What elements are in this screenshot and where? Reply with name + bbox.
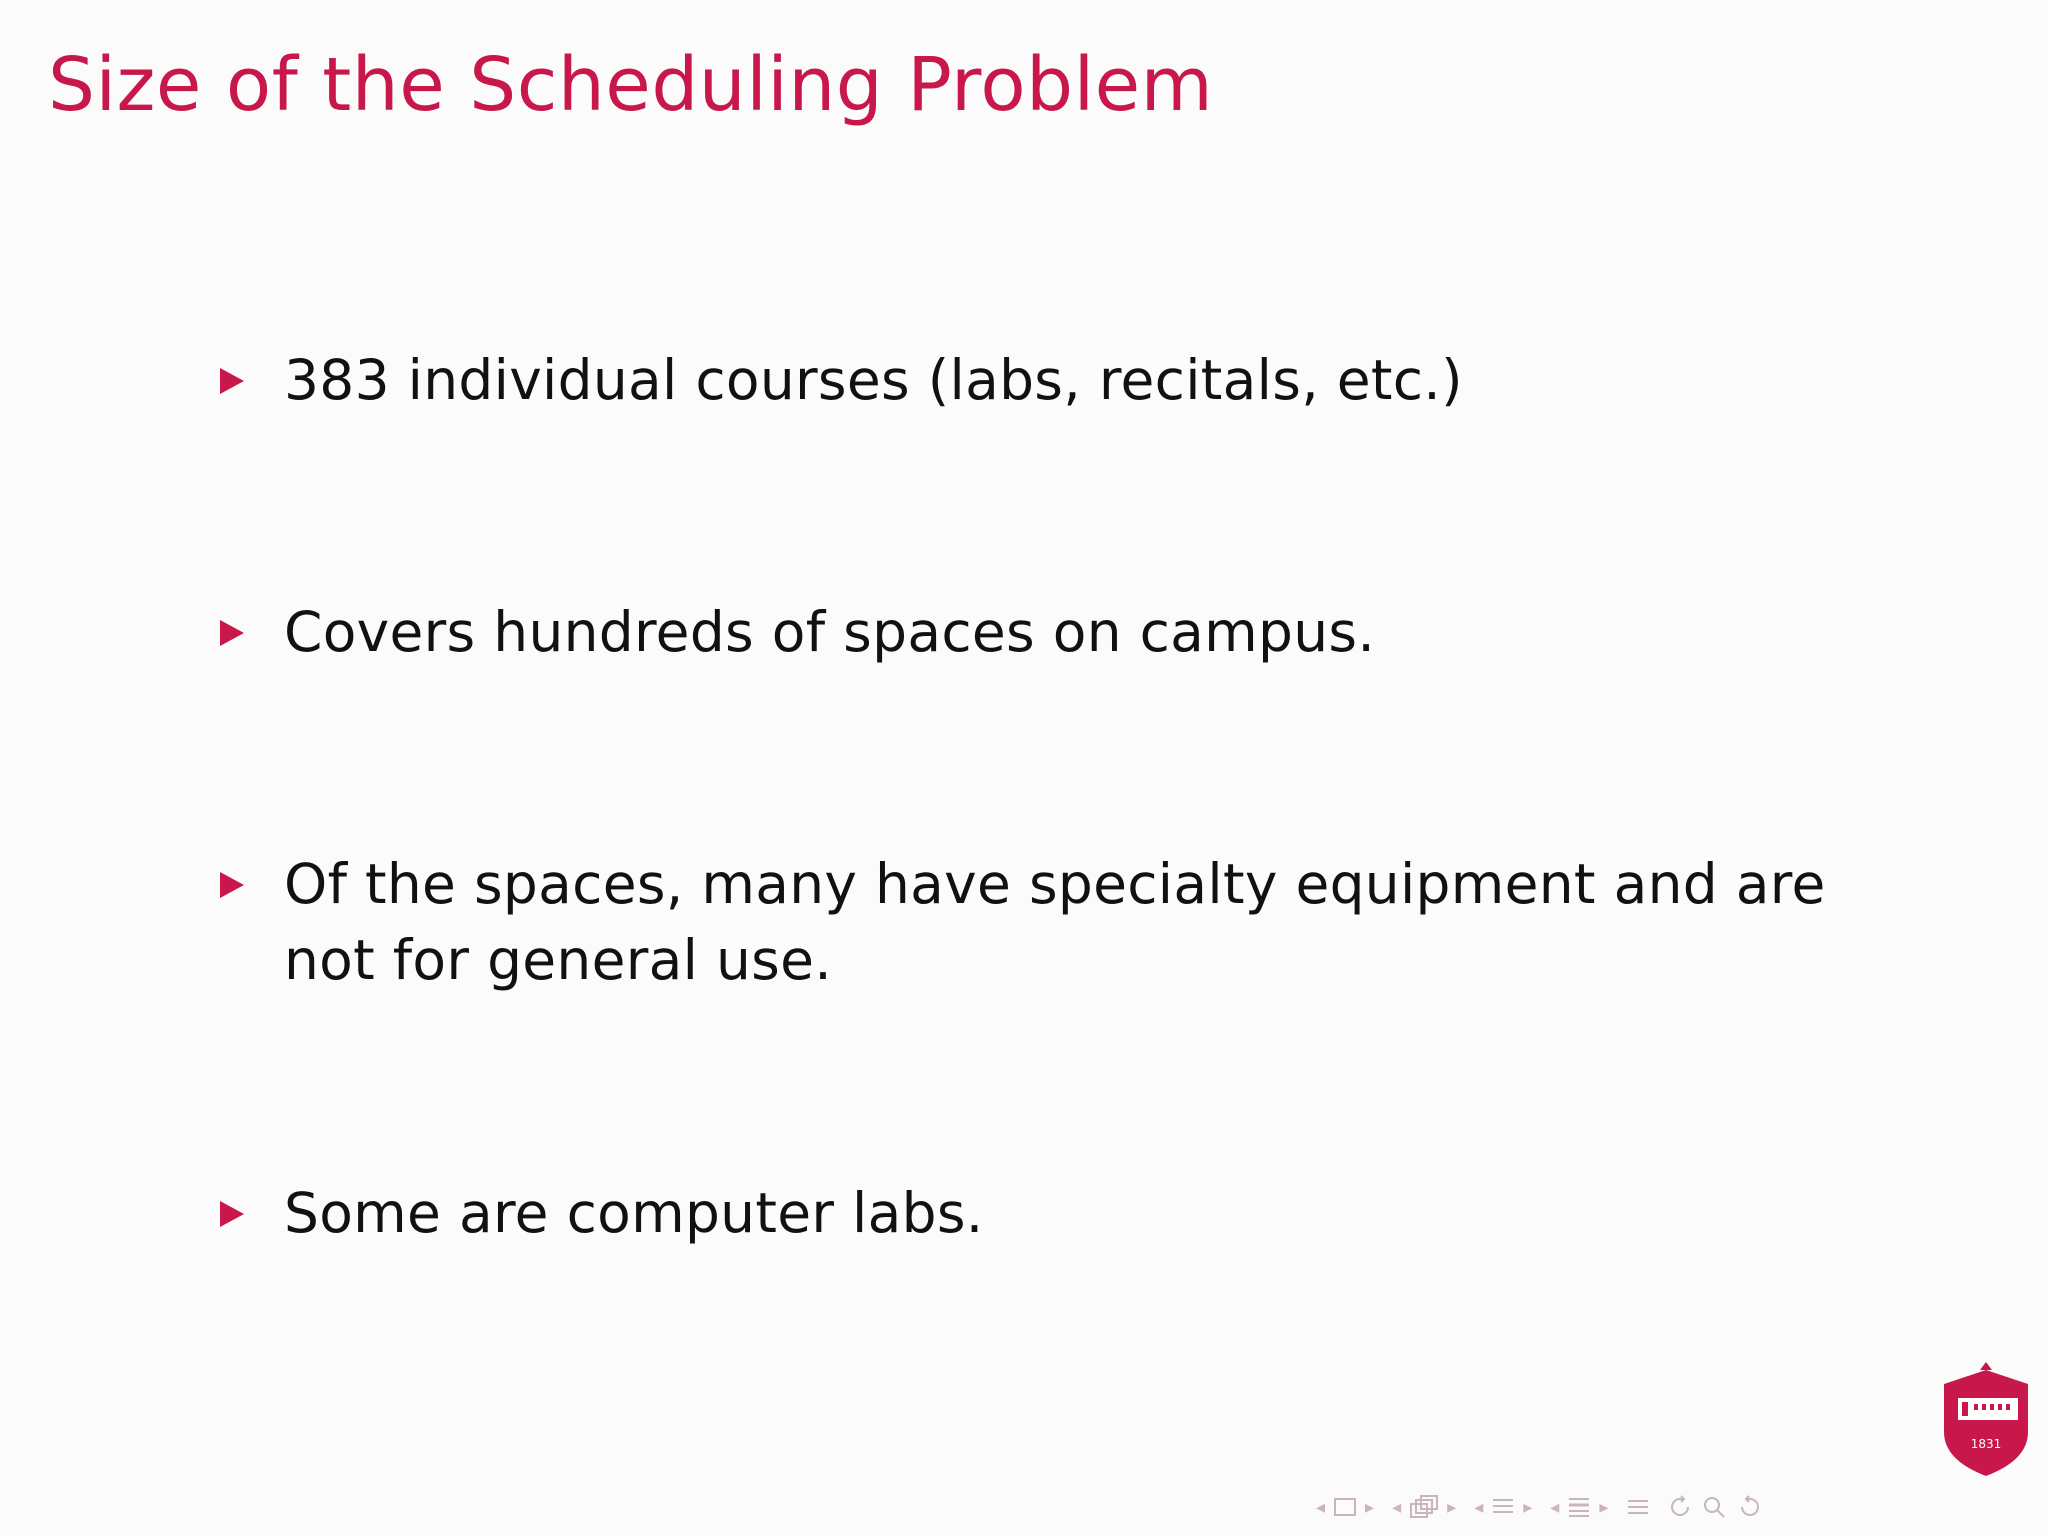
nav-subsection-group xyxy=(1392,1494,1456,1520)
bullet-triangle-icon xyxy=(220,620,244,646)
bullet-item xyxy=(220,594,1900,670)
nav-right-arrow-icon[interactable]: ▸ xyxy=(1447,1496,1457,1518)
back-loop-icon[interactable] xyxy=(1668,1495,1694,1519)
nav-left-arrow-icon[interactable]: ◂ xyxy=(1316,1496,1326,1518)
forward-loop-icon[interactable] xyxy=(1736,1495,1762,1519)
nav-left-arrow-icon[interactable]: ◂ xyxy=(1550,1496,1560,1518)
bullet-triangle-icon xyxy=(220,368,244,394)
nav-left-arrow-icon[interactable]: ◂ xyxy=(1474,1496,1484,1518)
nav-right-arrow-icon[interactable]: ▸ xyxy=(1599,1496,1609,1518)
nav-frame-group xyxy=(1316,1497,1374,1518)
bullet-text: Covers hundreds of spaces on campus. xyxy=(284,600,1376,664)
bullet-item xyxy=(220,846,1900,998)
bullet-text: Of the spaces, many have specialty equipment and are not for general use. xyxy=(284,852,1826,992)
bullet-triangle-icon xyxy=(220,1201,244,1227)
frame-icon[interactable] xyxy=(1333,1497,1357,1517)
bullet-text: 383 individual courses (labs, recitals, etc.) xyxy=(284,348,1463,412)
nav-right-arrow-icon[interactable]: ▸ xyxy=(1523,1496,1533,1518)
bullet-item xyxy=(220,342,1900,418)
nav-appendix-group xyxy=(1626,1495,1650,1519)
bullet-item xyxy=(220,1175,1900,1251)
nav-right-arrow-icon[interactable]: ▸ xyxy=(1365,1496,1375,1518)
stacked-frames-icon[interactable] xyxy=(1409,1494,1439,1520)
logo-year: 1831 xyxy=(1970,1437,2002,1451)
university-seal-logo xyxy=(1940,1362,2032,1478)
slide-title: Size of the Scheduling Problem xyxy=(48,42,1214,128)
search-icon[interactable] xyxy=(1702,1495,1728,1519)
bullet-triangle-icon xyxy=(220,872,244,898)
nav-section-group xyxy=(1474,1495,1532,1519)
section-lines-icon[interactable] xyxy=(1491,1495,1515,1519)
appendix-lines-icon[interactable] xyxy=(1626,1495,1650,1519)
beamer-navigation-bar xyxy=(1316,1490,1762,1524)
document-lines-icon[interactable] xyxy=(1567,1495,1591,1519)
nav-search-group xyxy=(1668,1495,1762,1519)
bullet-text: Some are computer labs. xyxy=(284,1181,984,1245)
nav-document-group xyxy=(1550,1495,1608,1519)
nav-left-arrow-icon[interactable]: ◂ xyxy=(1392,1496,1402,1518)
